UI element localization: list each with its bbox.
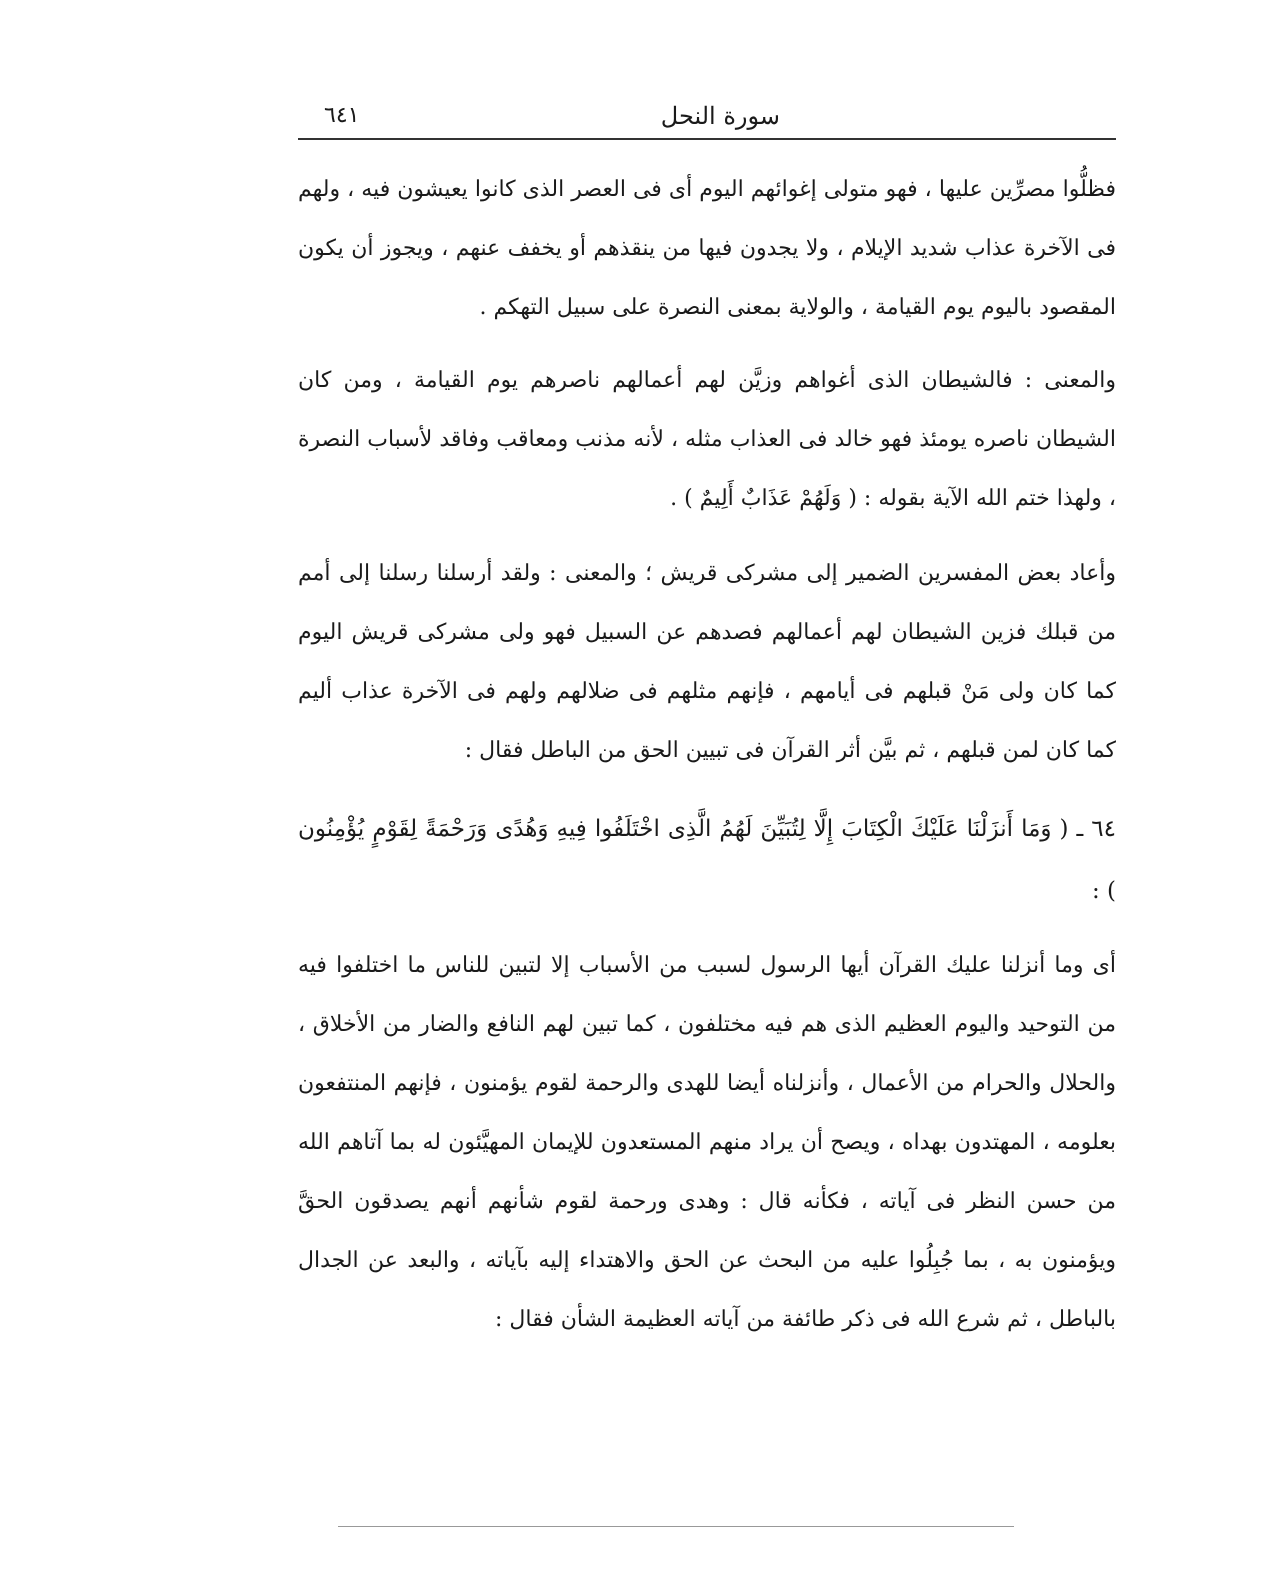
header-divider xyxy=(298,138,1116,140)
paragraph-spacer xyxy=(298,780,1116,798)
paragraph-4: أى وما أنزلنا عليك القرآن أيها الرسول لسبب من الأسباب إلا لتبين للناس ما اختلفوا فيه من التوحيد واليوم العظيم الذى هم فيه مختلفون ، كما تبين لهم النافع والضار من الأخلاق ، والحلال والحرام من الأعمال ، وأنزلناه أيضا للهدى والرحمة لقوم يؤمنون ، فإنهم المنتفعون بعلومه ، المهتدون بهداه ، ويصح أن يراد منهم المستعدون للإيمان المهيَّئون له بما آتاهم الله من حسن النظر فى آياته ، فكأنه قال : وهدى ورحمة لقوم شأنهم أنهم يصدقون الحقَّ ويؤمنون به ، بما جُبِلُوا عليه من البحث عن الحق والاهتداء إليه بآياته ، والبعد عن الجدال بالباطل ، ثم شرع الله فى ذكر طائفة من آياته العظيمة الشأن فقال : xyxy=(298,953,1116,1332)
page-header xyxy=(300,96,1120,136)
quran-verse-64: ٦٤ ـ ( وَمَا أَنزَلْنَا عَلَيْكَ الْكِتَابَ إِلَّا لِتُبَيِّنَ لَهُمُ الَّذِى اخْتَلَفُوا فِيهِ وَهُدًى وَرَحْمَةً لِقَوْمٍ يُؤْمِنُون ) : xyxy=(298,816,1116,904)
paragraph-1: فظلُّوا مصرِّين عليها ، فهو متولى إغوائهم اليوم أى فى العصر الذى كانوا يعيشون فيه ، ولهم فى الآخرة عذاب شديد الإيلام ، ولا يجدون فيها من ينقذهم أو يخفف عنهم ، ويجوز أن يكون المقصود باليوم يوم القيامة ، والولاية بمعنى النصرة على سبيل التهكم . xyxy=(298,177,1116,320)
paragraph-spacer xyxy=(298,922,1116,936)
paragraph-2: والمعنى : فالشيطان الذى أغواهم وزيَّن لهم أعمالهم ناصرهم يوم القيامة ، ومن كان الشيطان ناصره يومئذ فهو خالد فى العذاب مثله ، لأنه مذنب ومعاقب وفاقد لأسباب النصرة ، ولهذا ختم الله الآية بقوله : ( وَلَهُمْ عَذَابٌ أَلِيمٌ ) . xyxy=(298,368,1116,511)
surah-title: سورة النحل xyxy=(660,102,780,130)
paragraph-spacer xyxy=(298,528,1116,544)
paragraph-3: وأعاد بعض المفسرين الضمير إلى مشركى قريش ؛ والمعنى : ولقد أرسلنا رسلنا إلى أمم من قبلك فزين الشيطان لهم أعمالهم فصدهم عن السبيل فهو ولى مشركى قريش اليوم كما كان ولى مَنْ قبلهم فى أيامهم ، فإنهم مثلهم فى ضلالهم ولهم فى الآخرة عذاب أليم كما كان لمن قبلهم ، ثم بيَّن أثر القرآن فى تبيين الحق من الباطل فقال : xyxy=(298,561,1116,763)
page-number: ٦٤١ xyxy=(324,103,360,128)
paragraph-spacer xyxy=(298,337,1116,351)
footer-divider xyxy=(338,1526,1014,1527)
page-body xyxy=(298,160,1116,1349)
